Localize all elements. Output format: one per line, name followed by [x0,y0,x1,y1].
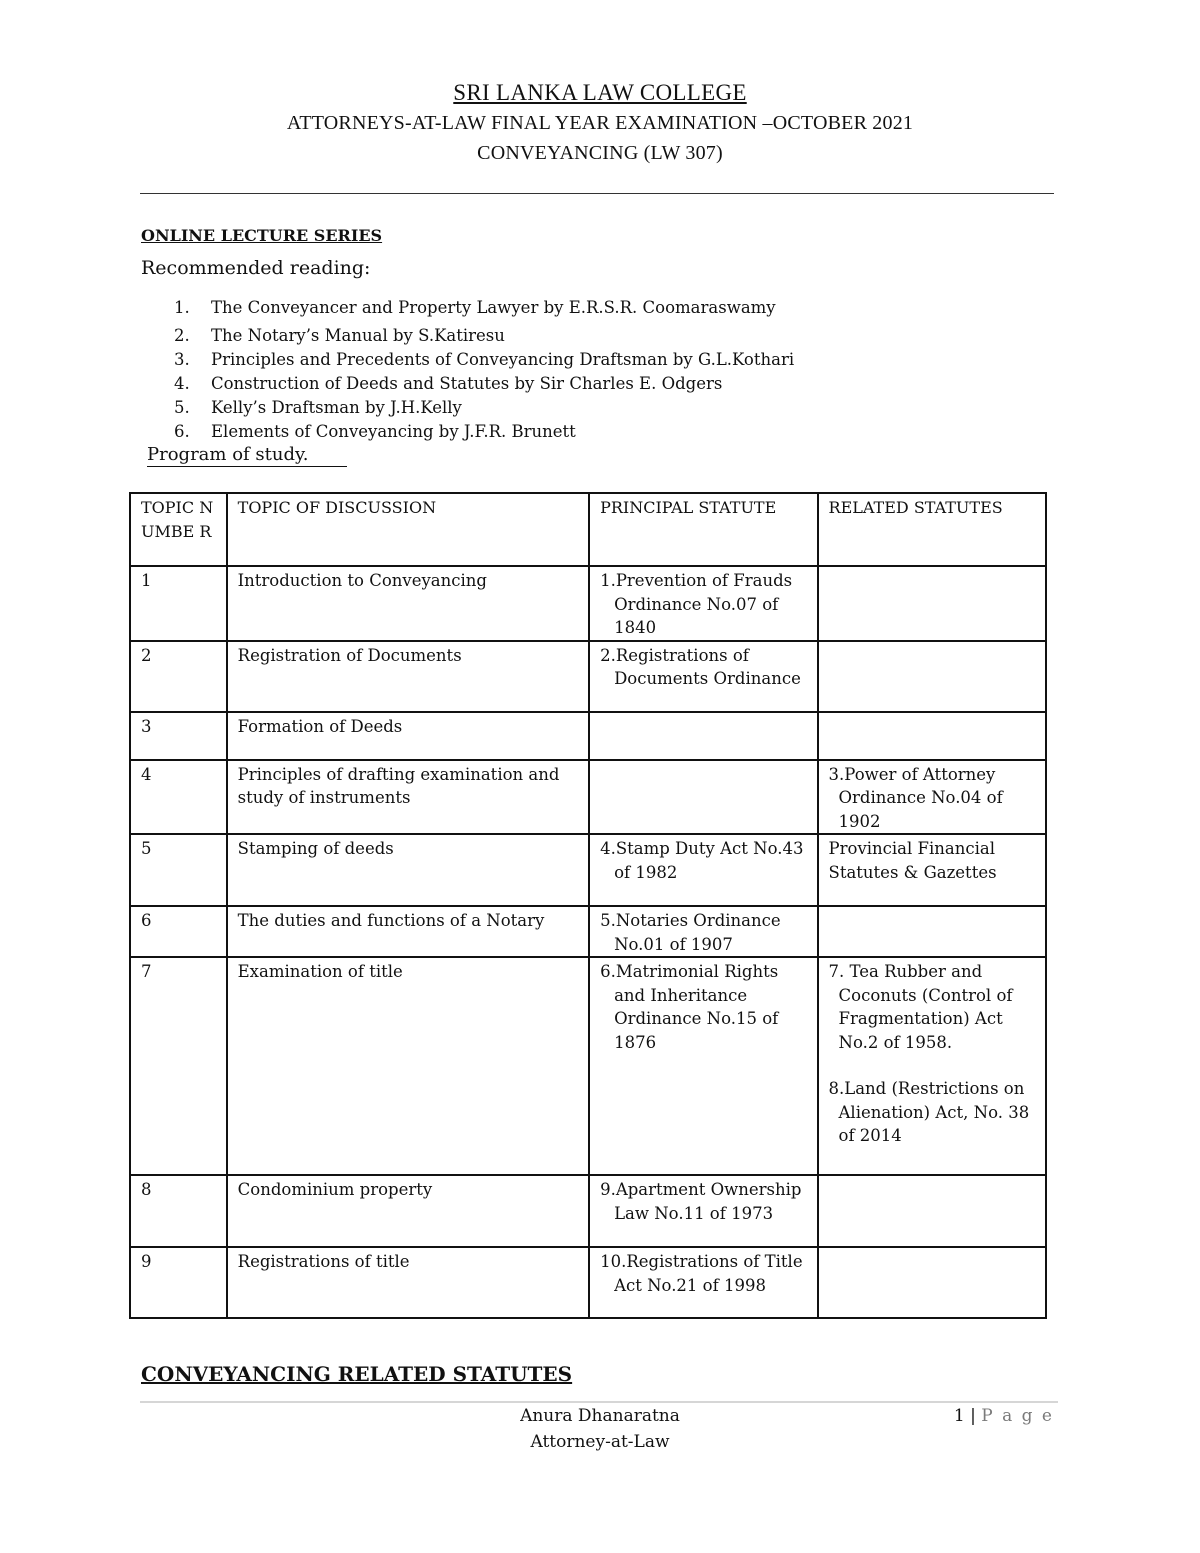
row-principal [589,712,817,760]
row-principal: 2.Registrations of Documents Ordinance [589,641,817,712]
page-number: 1 | P a g e [953,1406,1054,1426]
row-number: 9 [130,1247,227,1318]
table-row [130,712,1046,760]
row-principal: 6.Matrimonial Rights and Inheritance Ordinance No.15 of 1876 [589,957,817,1175]
exam-title: ATTORNEYS-AT-LAW FINAL YEAR EXAMINATION –OCTOBER 2021 [286,112,914,134]
row-principal: 5.Notaries Ordinance No.01 of 1907 [589,906,817,957]
reading-item: 5. Kelly’s Draftsman by J.H.Kelly [174,398,462,417]
row-related [818,712,1046,760]
row-topic: Condominium property [227,1175,589,1247]
row-number: 5 [130,834,227,906]
footer-author: Anura Dhanaratna [520,1406,680,1426]
header-related-statutes: RELATED STATUTES [818,493,1046,566]
subject-title: CONVEYANCING (LW 307) [477,142,723,164]
row-number: 4 [130,760,227,835]
reading-item: 4. Construction of Deeds and Statutes by Sir Charles E. Odgers [174,374,723,393]
college-title: SRI LANKA LAW COLLEGE [453,80,747,105]
table-row [130,1247,1046,1318]
row-topic: Principles of drafting examination and study of instruments [227,760,589,835]
footer-rule [140,1401,1058,1403]
section-title: CONVEYANCING RELATED STATUTES [141,1362,573,1386]
row-number: 6 [130,906,227,957]
row-related: 3.Power of Attorney Ordinance No.04 of 1902 [818,760,1046,835]
table-row [130,566,1046,641]
reading-item: 6. Elements of Conveyancing by J.F.R. Brunett [174,422,576,441]
study-table [129,492,1047,1319]
row-principal: 9.Apartment Ownership Law No.11 of 1973 [589,1175,817,1247]
row-number: 8 [130,1175,227,1247]
row-related [818,1175,1046,1247]
row-related: 7. Tea Rubber and Coconuts (Control of Fragmentation) Act No.2 of 1958. 8.Land (Restrictions on Alienation) Act, No. 38 of 2014 [818,957,1046,1175]
reading-list [170,296,794,444]
row-topic: Introduction to Conveyancing [227,566,589,641]
program-label: Program of study. [147,444,347,467]
row-principal: 4.Stamp Duty Act No.43 of 1982 [589,834,817,906]
reading-item: 3. Principles and Precedents of Conveyancing Draftsman by G.L.Kothari [174,350,795,369]
table-row [130,834,1046,906]
row-number: 1 [130,566,227,641]
row-number: 2 [130,641,227,712]
row-topic: The duties and functions of a Notary [227,906,589,957]
row-related [818,641,1046,712]
reading-item: 1. The Conveyancer and Property Lawyer by E.R.S.R. Coomaraswamy [174,298,776,317]
series-title: ONLINE LECTURE SERIES [141,226,383,245]
table-row [130,906,1046,957]
row-related [818,906,1046,957]
header-topic-number: TOPIC NUMBE R [130,493,227,566]
row-related [818,566,1046,641]
row-topic: Examination of title [227,957,589,1175]
table-row [130,760,1046,835]
row-principal: 10.Registrations of Title Act No.21 of 1998 [589,1247,817,1318]
row-related: Provincial Financial Statutes & Gazettes [818,834,1046,906]
reading-item: 2. The Notary’s Manual by S.Katiresu [174,326,505,345]
header-principal-statute: PRINCIPAL STATUTE [589,493,817,566]
row-related [818,1247,1046,1318]
row-topic: Registrations of title [227,1247,589,1318]
row-principal: 1.Prevention of Frauds Ordinance No.07 of 1840 [589,566,817,641]
row-principal [589,760,817,835]
footer-author-title: Attorney-at-Law [530,1432,670,1452]
table-row [130,957,1046,1175]
table-row [130,1175,1046,1247]
row-number: 3 [130,712,227,760]
row-number: 7 [130,957,227,1175]
header-topic-discussion: TOPIC OF DISCUSSION [227,493,589,566]
table-header-row [130,493,1046,566]
row-topic: Formation of Deeds [227,712,589,760]
row-topic: Registration of Documents [227,641,589,712]
table-row [130,641,1046,712]
row-topic: Stamping of deeds [227,834,589,906]
header-rule [140,193,1054,194]
recommended-label: Recommended reading: [141,257,371,279]
